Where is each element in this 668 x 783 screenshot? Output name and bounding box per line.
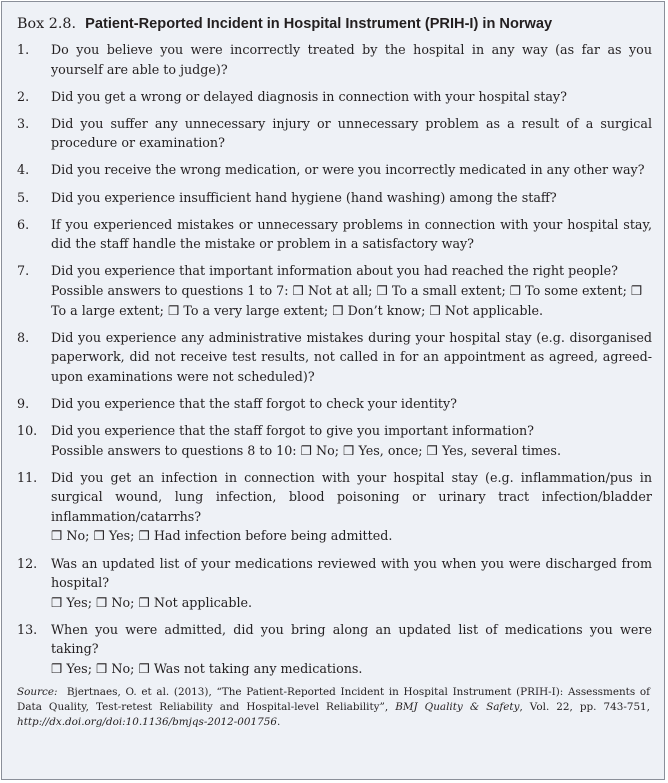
- answer-options: ❒ Yes; ❒ No; ❒ Was not taking any medications.: [51, 661, 363, 677]
- question-number: 12.: [17, 555, 38, 571]
- question-number: 8.: [17, 329, 30, 345]
- question-number: 7.: [17, 263, 30, 279]
- question-item: [17, 620, 652, 679]
- answer-options: ❒ No; ❒ Yes; ❒ Had infection before being admitted.: [51, 528, 393, 544]
- source-journal: BMJ Quality & Safety: [395, 701, 520, 714]
- question-item: [17, 160, 652, 180]
- answer-options: Possible answers to questions 8 to 10: ❒ No; ❒ Yes, once; ❒ Yes, several times.: [51, 442, 561, 458]
- question-text: Did you experience that important information about you had reached the right people?: [51, 263, 618, 279]
- question-list: [17, 40, 652, 679]
- answer-options: ❒ Yes; ❒ No; ❒ Not applicable.: [51, 594, 253, 610]
- prih-i-box: [1, 1, 665, 780]
- question-number: 3.: [17, 115, 30, 131]
- question-text: Did you receive the wrong medication, or were you incorrectly medicated in any other way?: [51, 162, 645, 178]
- question-text: Did you get an infection in connection with your hospital stay (e.g. inflammation/pus in surgical wound, lung infection, blood poisoning or urinary tract infection/bladder inflammation/catarrhs?: [51, 469, 652, 524]
- source-note: [17, 685, 652, 730]
- question-number: 10.: [17, 423, 38, 438]
- question-item: [17, 554, 652, 613]
- question-item: [17, 188, 652, 208]
- question-text: Did you experience that the staff forgot to check your identity?: [51, 395, 457, 411]
- source-label: Source:: [17, 686, 58, 699]
- question-text: Did you suffer any unnecessary injury or unnecessary problem as a result of a surgical procedure or examination?: [51, 115, 652, 151]
- question-item: [17, 215, 652, 254]
- question-text: If you experienced mistakes or unnecessary problems in connection with your hospital stay, did the staff handle the mistake or problem in a satisfactory way?: [51, 216, 652, 252]
- question-item: [17, 87, 652, 107]
- question-text: Did you experience insufficient hand hygiene (hand washing) among the staff?: [51, 189, 557, 205]
- source-doi-link[interactable]: http://dx.doi.org/doi:10.1136/bmjqs-2012-001756: [17, 716, 277, 729]
- question-item: [17, 114, 652, 153]
- box-heading: Patient-Reported Incident in Hospital Instrument (PRIH-I) in Norway: [85, 16, 553, 32]
- question-text: Did you experience any administrative mistakes during your hospital stay (e.g. disorganised paperwork, did not receive test results, not called in for an appointment as agreed, agreed-upon examinations were not scheduled)?: [51, 329, 652, 384]
- question-text: Did you experience that the staff forgot to give you important information?: [51, 423, 534, 438]
- question-number: 2.: [17, 88, 30, 104]
- question-item: [17, 40, 652, 79]
- source-citation: Bjertnaes, O. et al. (2013), “The Patient-Reported Incident in Hospital Instrument (PRIH-I): Assessments of Data Quality, Test-retest Reliability and Hospital-level Reliability”,: [17, 686, 650, 714]
- question-number: 9.: [17, 395, 30, 411]
- question-text: Did you get a wrong or delayed diagnosis in connection with your hospital stay?: [51, 88, 567, 104]
- box-title: [17, 14, 652, 34]
- question-text: When you were admitted, did you bring along an updated list of medications you were taking?: [51, 621, 652, 657]
- question-item: [17, 394, 652, 414]
- question-number: 4.: [17, 162, 30, 178]
- question-number: 6.: [17, 216, 30, 232]
- source-volume: , Vol. 22, pp. 743-751,: [519, 701, 650, 714]
- question-item: [17, 261, 652, 320]
- question-number: 11.: [17, 469, 38, 485]
- question-number: 13.: [17, 621, 38, 637]
- question-number: 1.: [17, 42, 30, 57]
- question-item: [17, 468, 652, 546]
- question-number: 5.: [17, 189, 30, 205]
- answer-options: Possible answers to questions 1 to 7: ❒ Not at all; ❒ To a small extent; ❒ To some extent; ❒ To a large extent; ❒ To a very large extent; ❒ Don’t know; ❒ Not applicable.: [51, 282, 643, 318]
- source-end: .: [276, 716, 281, 729]
- question-text: Do you believe you were incorrectly treated by the hospital in any way (as far as you yourself are able to judge)?: [51, 42, 652, 77]
- question-text: Was an updated list of your medications reviewed with you when you were discharged from hospital?: [51, 555, 652, 591]
- question-item: [17, 421, 652, 460]
- box-label: Box 2.8.: [17, 16, 77, 32]
- question-item: [17, 328, 652, 387]
